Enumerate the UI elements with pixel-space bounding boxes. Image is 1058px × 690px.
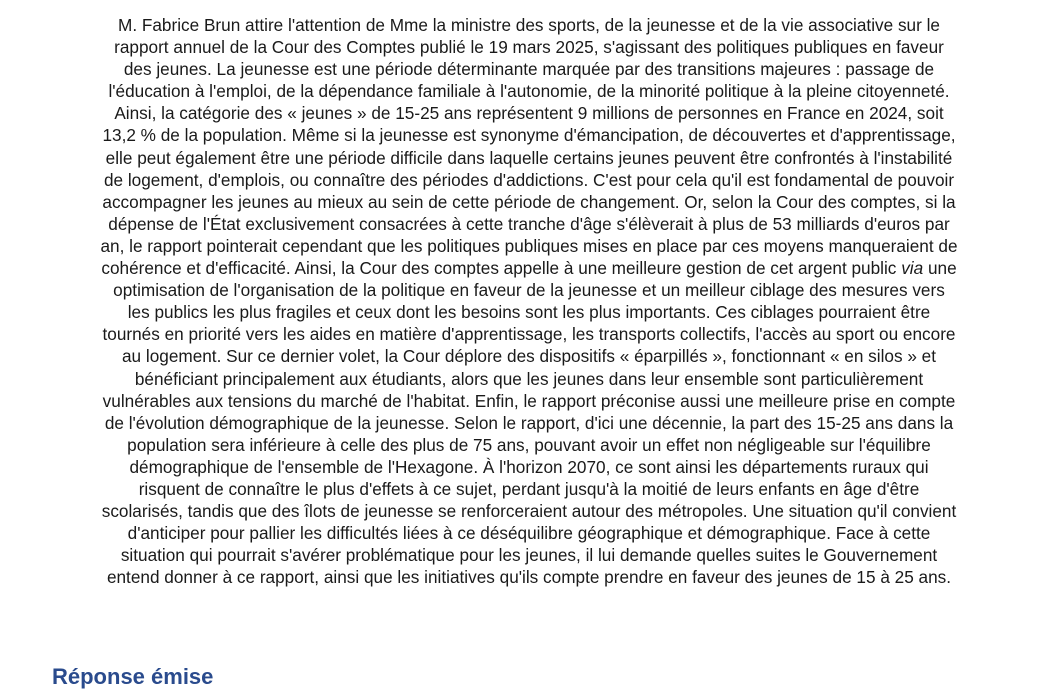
text-line: M. Fabrice Brun attire l'attention de Mme la ministre des sports, de la jeunesse et de la vie associative sur le — [118, 15, 940, 35]
text-line: démographique de l'ensemble de l'Hexagone. À l'horizon 2070, ce sont ainsi les départements ruraux qui — [129, 456, 929, 477]
text-line: de l'évolution démographique de la jeunesse. Selon le rapport, d'ici une décennie, la part des 15-25 ans dans la — [104, 412, 954, 433]
text-line: accompagner les jeunes au mieux au sein de cette période de changement. Or, selon la Cour des comptes, si la — [102, 191, 956, 212]
text-line: vulnérables aux tensions du marché de l'habitat. Enfin, le rapport préconise aussi une meilleure prise en compte — [102, 390, 956, 411]
text-line: rapport annuel de la Cour des Comptes publié le 19 mars 2025, s'agissant des politiques publiques en faveur — [114, 37, 944, 58]
text-segment: cohérence et d'efficacité. Ainsi, la Cour des comptes appelle à une meilleure gestion de cet argent public — [101, 258, 897, 279]
text-line: Ainsi, la catégorie des « jeunes » de 15-25 ans représentent 9 millions de personnes en France en 2024, soit — [114, 103, 944, 124]
text-line-with-italic — [48, 257, 1010, 279]
text-line: tournés en priorité vers les aides en matière d'apprentissage, les transports collectifs, l'accès au sport ou encore — [102, 324, 956, 345]
text-line: scolarisés, tandis que des îlots de jeunesse se renforceraient autour des métropoles. Une situation qu'il convient — [101, 501, 957, 522]
text-line: au logement. Sur ce dernier volet, la Cour déplore des dispositifs « éparpillés », fonctionnant « en silos » et — [121, 346, 936, 367]
response-heading: Réponse émise — [52, 664, 214, 689]
italic-word: via — [901, 258, 924, 279]
text-line: entend donner à ce rapport, ainsi que les initiatives qu'ils compte prendre en faveur des jeunes de 15 à 25 ans. — [106, 567, 952, 588]
text-line: 13,2 % de la population. Même si la jeunesse est synonyme d'émancipation, de découvertes et d'apprentissage, — [102, 125, 956, 146]
text-line: risquent de connaître le plus d'effets à ce sujet, perdant jusqu'à la moitié de leurs enfants en âge d'être — [138, 478, 920, 499]
text-line: dépense de l'État exclusivement consacrées à cette tranche d'âge s'élèverait à plus de 53 milliards d'euros par — [108, 213, 950, 234]
text-line: des jeunes. La jeunesse est une période déterminante marquée par des transitions majeures : passage de — [123, 59, 935, 80]
text-line: de logement, d'emplois, ou connaître des périodes d'addictions. C'est pour cela qu'il est fondamental de pouvoir — [103, 169, 955, 190]
text-line: les publics les plus fragiles et ceux dont les besoins sont les plus importants. Ces ciblages pourraient être — [127, 302, 931, 323]
question-text — [48, 14, 1010, 588]
text-line: an, le rapport pointerait cependant que les politiques publiques mises en place par ces moyens manqueraient de — [100, 235, 958, 256]
text-line: bénéficiant principalement aux étudiants, alors que les jeunes dans leur ensemble sont particulièrement — [134, 368, 924, 389]
text-line: population sera inférieure à celle des plus de 75 ans, pouvant avoir un effet non négligeable sur l'équilibre — [127, 434, 931, 455]
text-line: elle peut également être une période difficile dans laquelle certains jeunes peuvent être confrontés à l'instabilité — [105, 147, 953, 168]
text-line: l'éducation à l'emploi, de la dépendance familiale à l'autonomie, de la minorité politique à la pleine citoyenneté. — [108, 81, 950, 102]
text-line: d'anticiper pour pallier les difficultés liées à ce déséquilibre géographique et démographique. Face à cette — [127, 523, 931, 544]
text-line: optimisation de l'organisation de la politique en faveur de la jeunesse et un meilleur ciblage des mesures vers — [113, 280, 945, 301]
text-segment: une — [923, 258, 957, 279]
text-line: situation qui pourrait s'avérer problématique pour les jeunes, il lui demande quelles suites le Gouvernement — [120, 545, 938, 566]
